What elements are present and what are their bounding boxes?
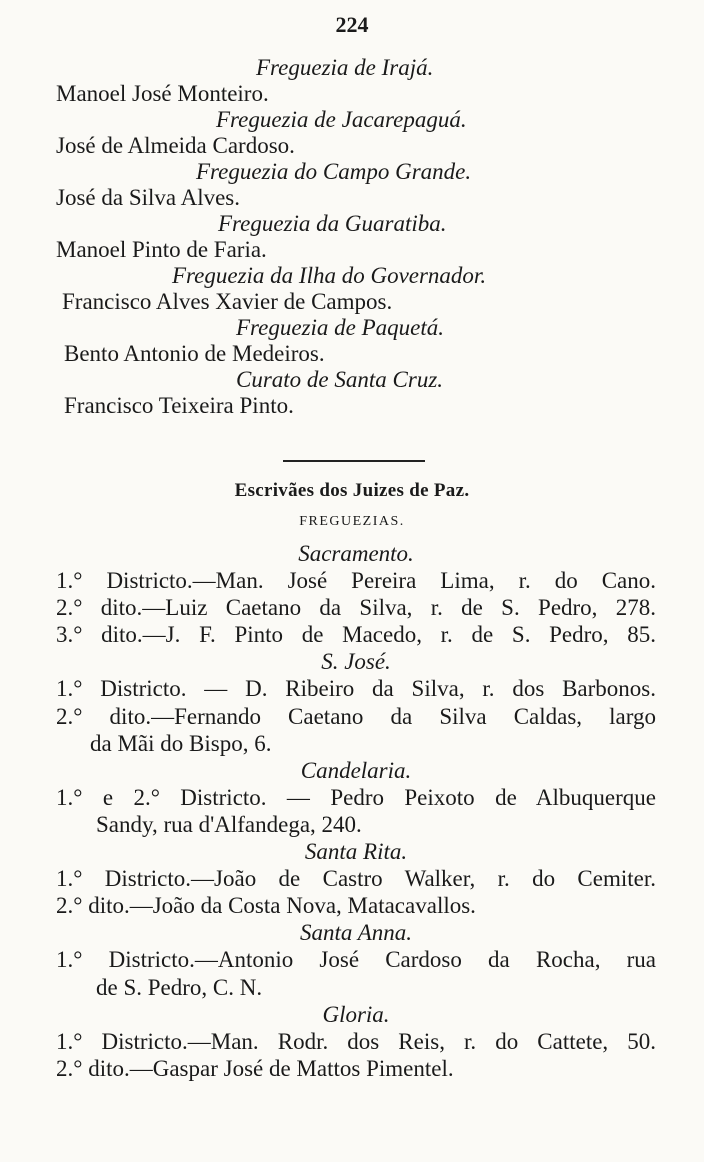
parish-heading: Freguezia da Guaratiba. — [218, 211, 447, 236]
parish-heading-sao-jose: S. José. — [321, 649, 391, 675]
entry-line: 2.° dito.—Fernando Caetano da Silva Caldas, largo — [56, 703, 656, 729]
parish-heading: Freguezia do Campo Grande. — [196, 159, 472, 184]
entry-line: 1.° e 2.° Districto. — Pedro Peixoto de Albuquerque — [56, 784, 656, 810]
entry-line: 1.° Districto. — D. Ribeiro da Silva, r. dos Barbonos. — [56, 676, 656, 702]
official-name: Manoel Pinto de Faria. — [56, 237, 267, 262]
official-name: José da Silva Alves. — [56, 185, 240, 210]
entry-line-continued: de S. Pedro, C. N. — [96, 974, 263, 1000]
parish-heading-gloria: Gloria. — [322, 1001, 390, 1027]
parish-heading: Freguezia da Ilha do Governador. — [172, 263, 487, 288]
entry-line-continued: Sandy, rua d'Alfandega, 240. — [96, 811, 362, 837]
official-name: José de Almeida Cardoso. — [56, 133, 295, 158]
officials-list — [56, 55, 656, 419]
parish-heading-sacramento: Sacramento. — [298, 541, 414, 566]
section-divider — [283, 460, 425, 462]
parish-heading-candelaria: Candelaria. — [300, 757, 412, 783]
page-number: 224 — [335, 12, 369, 37]
parish-heading-santa-rita: Santa Rita. — [304, 839, 408, 865]
entry-line: 1.° Districto.—João de Castro Walker, r. do Cemiter. — [56, 866, 656, 892]
parish-heading: Freguezia de Paquetá. — [236, 315, 445, 340]
section-subtitle: FREGUEZIAS. — [299, 514, 405, 529]
parish-heading: Curato de Santa Cruz. — [236, 367, 444, 392]
entry-line: 2.° dito.—Gaspar José de Mattos Pimentel. — [56, 1055, 454, 1081]
parish-heading: Freguezia de Jacarepaguá. — [216, 107, 467, 132]
entry-line: 3.° dito.—J. F. Pinto de Macedo, r. de S. Pedro, 85. — [56, 622, 656, 648]
entry-line: 1.° Districto.—Man. Rodr. dos Reis, r. do Cattete, 50. — [56, 1028, 656, 1054]
entry-line: 2.° dito.—João da Costa Nova, Matacavallos. — [56, 893, 476, 919]
official-name: Francisco Teixeira Pinto. — [64, 393, 294, 418]
parish-heading: Freguezia de Irajá. — [256, 55, 434, 80]
section-title: Escrivães dos Juizes de Paz. — [234, 480, 470, 501]
official-name: Manoel José Monteiro. — [56, 81, 269, 106]
entry-line: 1.° Districto.—Man. José Pereira Lima, r. do Cano. — [56, 568, 656, 594]
official-name: Francisco Alves Xavier de Campos. — [62, 289, 393, 314]
clerks-list — [56, 540, 656, 1082]
parish-heading-santa-anna: Santa Anna. — [299, 920, 413, 946]
entry-line: 2.° dito.—Luiz Caetano da Silva, r. de S. Pedro, 278. — [56, 595, 656, 621]
official-name: Bento Antonio de Medeiros. — [64, 341, 325, 366]
entry-line: 1.° Districto.—Antonio José Cardoso da Rocha, rua — [56, 947, 656, 973]
entry-line-continued: da Mãi do Bispo, 6. — [90, 730, 272, 756]
